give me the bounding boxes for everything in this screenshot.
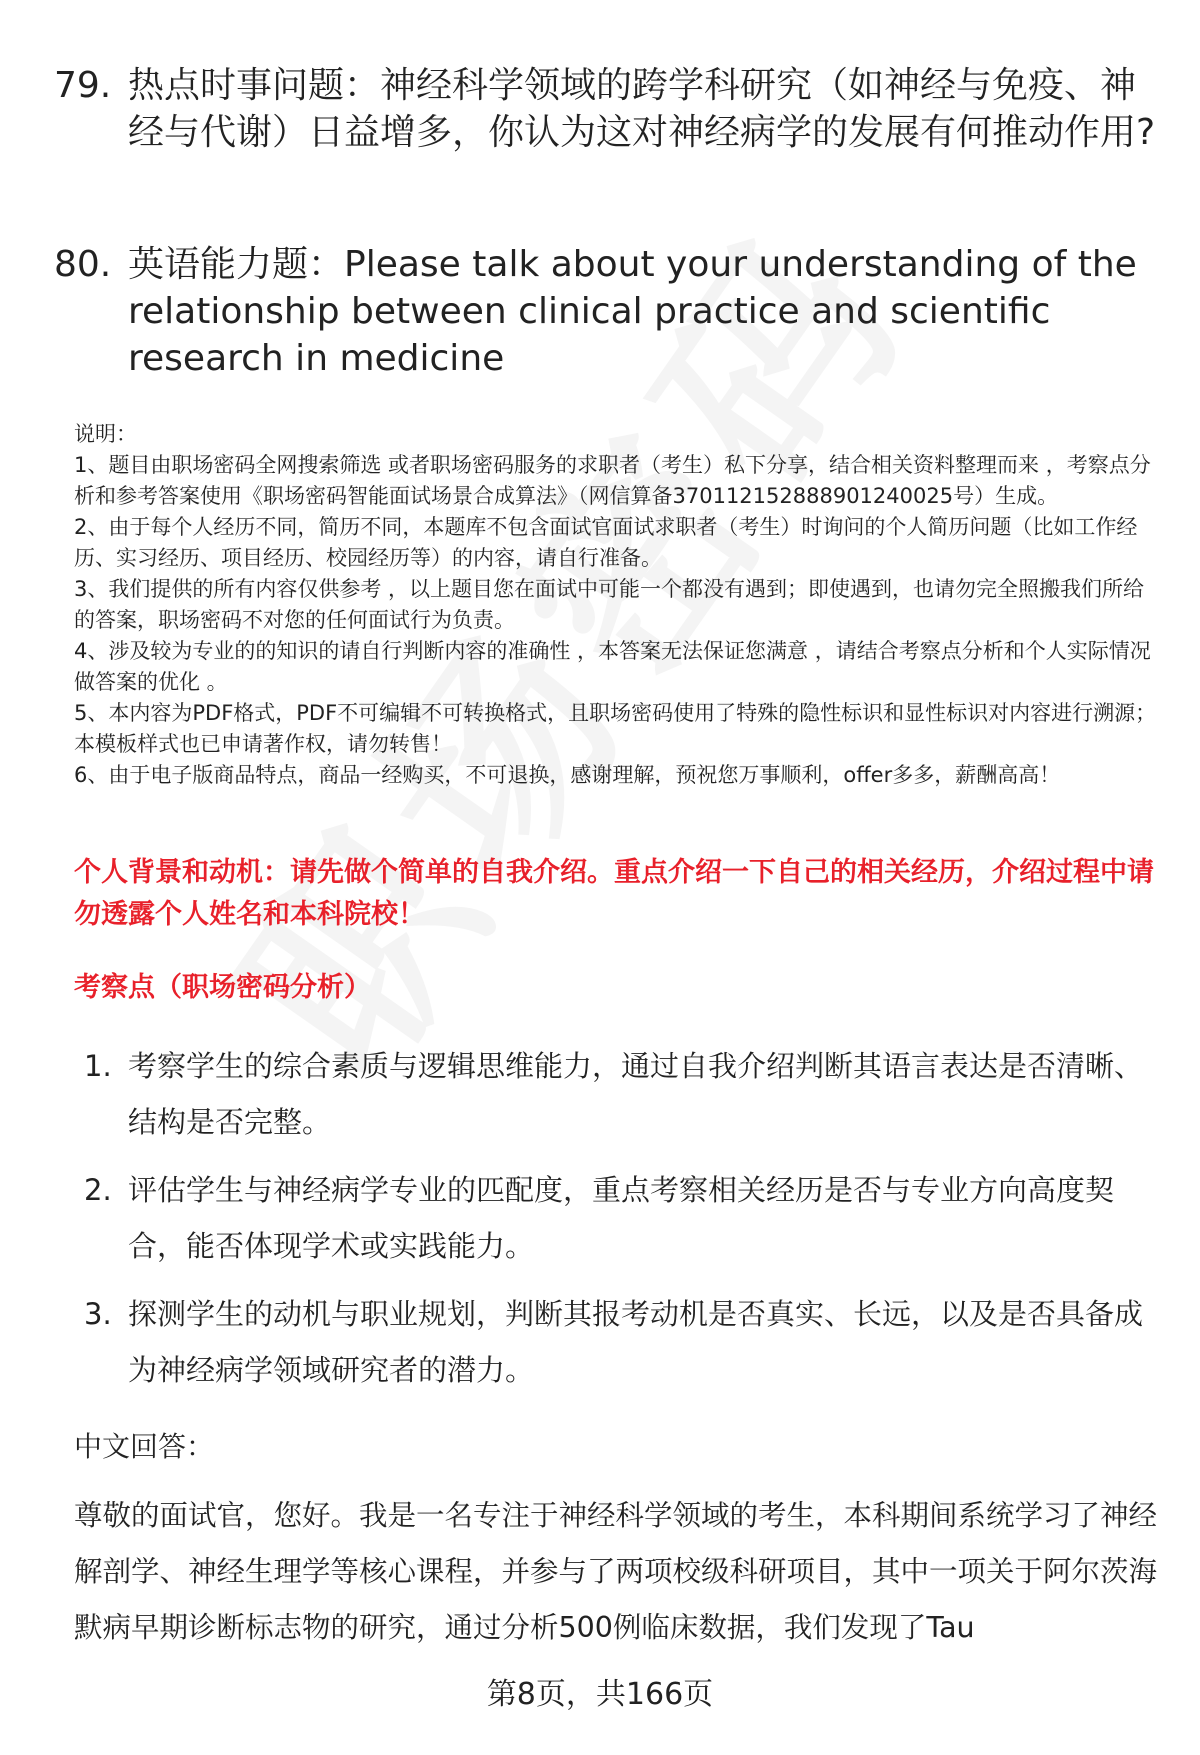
- note-item: 1、题目由职场密码全网搜索筛选 或者职场密码服务的求职者（考生）私下分享，结合相关资料整理而来 ，考察点分析和参考答案使用《职场密码智能面试场景合成算法》（网信算备370112152888901240025号）生成。: [74, 453, 1151, 508]
- question-text: 热点时事问题：神经科学领域的跨学科研究（如神经与免疫、神经与代谢）日益增多，你认为这对神经病学的发展有何推动作用?: [128, 65, 1156, 153]
- exam-point-number: 3.: [84, 1297, 112, 1331]
- question-79: [54, 62, 1159, 156]
- note-item: 4、涉及较为专业的的知识的请自行判断内容的准确性 ，本答案无法保证您满意 ，请结合考察点分析和个人实际情况做答案的优化 。: [74, 639, 1151, 694]
- notes-section: [74, 419, 1164, 791]
- exam-point-text: 考察学生的综合素质与逻辑思维能力，通过自我介绍判断其语言表达是否清晰、结构是否完整。: [128, 1049, 1144, 1139]
- question-number: 79.: [54, 65, 112, 106]
- page-footer: 第8页，共166页: [486, 1677, 714, 1712]
- exam-point: [84, 1286, 1164, 1398]
- note-item: 2、由于每个人经历不同，简历不同，本题库不包含面试官面试求职者（考生）时询问的个人简历问题（比如工作经历、实习经历、项目经历、校园经历等）的内容，请自行准备。: [74, 515, 1138, 570]
- note-item: 5、本内容为PDF格式，PDF不可编辑不可转换格式，且职场密码使用了特殊的隐性标识和显性标识对内容进行溯源；本模板样式也已申请著作权，请勿转售！: [74, 701, 1157, 756]
- exam-point-number: 1.: [84, 1049, 112, 1083]
- note-item: 6、由于电子版商品特点，商品一经购买，不可退换，感谢理解，预祝您万事顺利，offer多多，薪酬高高！: [74, 763, 1061, 787]
- question-80: [54, 241, 1159, 382]
- answer-text: 尊敬的面试官，您好。我是一名专注于神经科学领域的考生，本科期间系统学习了神经解剖学、神经生理学等核心课程，并参与了两项校级科研项目，其中一项关于阿尔茨海默病早期诊断标志物的研究，通过分析500例临床数据，我们发现了Tau: [74, 1499, 1158, 1644]
- exam-point-text: 评估学生与神经病学专业的匹配度，重点考察相关经历是否与专业方向高度契合，能否体现学术或实践能力。: [128, 1173, 1115, 1263]
- question-text: 英语能力题：Please talk about your understanding of the relationship between clinical practice and scientific research in medicine: [128, 244, 1137, 379]
- intro-question-heading: 个人背景和动机：请先做个简单的自我介绍。重点介绍一下自己的相关经历，介绍过程中请勿透露个人姓名和本科院校！: [74, 857, 1154, 930]
- exam-point: [84, 1162, 1164, 1274]
- answer-label: 中文回答：: [74, 1430, 215, 1463]
- exam-point-text: 探测学生的动机与职业规划，判断其报考动机是否真实、长远，以及是否具备成为神经病学领域研究者的潜力。: [128, 1297, 1144, 1387]
- exam-point: [84, 1038, 1164, 1150]
- note-item: 3、我们提供的所有内容仅供参考 ，以上题目您在面试中可能一个都没有遇到；即使遇到，也请勿完全照搬我们所给的答案，职场密码不对您的任何面试行为负责。: [74, 577, 1145, 632]
- exam-points-heading: 考察点（职场密码分析）: [74, 972, 371, 1003]
- exam-point-number: 2.: [84, 1173, 112, 1207]
- question-number: 80.: [54, 244, 112, 285]
- notes-title: 说明：: [74, 422, 137, 446]
- exam-points-list: [84, 1038, 1164, 1410]
